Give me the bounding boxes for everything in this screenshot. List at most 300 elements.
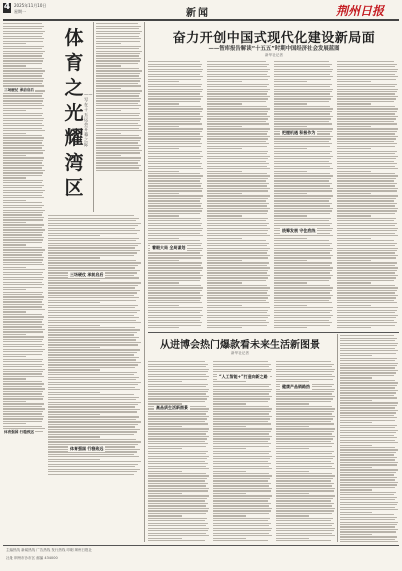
text-line <box>48 270 140 271</box>
text-line <box>148 228 203 229</box>
text-line <box>274 238 307 239</box>
text-line <box>148 198 201 199</box>
text-line <box>213 538 246 539</box>
text-line <box>213 406 269 407</box>
text-line <box>148 379 207 380</box>
text-line <box>48 220 136 221</box>
text-line <box>213 411 271 412</box>
text-line <box>48 384 138 385</box>
text-line <box>337 230 397 231</box>
text-line <box>274 260 307 261</box>
text-line <box>340 484 397 485</box>
text-line <box>276 416 335 417</box>
right-sidebar-col <box>340 334 399 542</box>
text-line <box>148 285 201 286</box>
text-line <box>207 156 270 157</box>
feature-title <box>64 26 84 201</box>
text-line <box>207 287 270 288</box>
text-line <box>3 38 44 39</box>
text-line <box>274 86 330 87</box>
footer-rule <box>3 545 399 546</box>
text-line <box>340 353 396 354</box>
text-line <box>337 168 398 169</box>
text-line <box>276 515 309 516</box>
body-text <box>48 214 142 475</box>
text-line <box>337 287 398 288</box>
text-line <box>213 426 246 427</box>
text-line <box>48 456 139 457</box>
text-line <box>148 401 205 402</box>
text-line <box>3 408 45 409</box>
text-line <box>207 188 270 189</box>
text-line <box>337 215 371 216</box>
text-line <box>148 393 206 394</box>
text-line <box>207 171 242 172</box>
text-line <box>274 163 332 164</box>
text-line <box>207 302 269 303</box>
text-line <box>3 53 43 54</box>
text-line <box>148 518 207 519</box>
text-line <box>337 297 396 298</box>
text-line <box>148 525 206 526</box>
text-line <box>213 503 271 504</box>
text-line <box>207 262 269 263</box>
text-line <box>207 305 242 306</box>
text-line <box>148 171 179 172</box>
text-line <box>207 101 266 102</box>
text-line <box>148 428 209 429</box>
text-line <box>274 178 331 179</box>
text-line <box>340 536 397 537</box>
text-line <box>340 402 398 403</box>
text-line <box>3 95 42 96</box>
text-line <box>340 509 398 510</box>
text-line <box>148 148 179 149</box>
text-line <box>96 28 139 29</box>
text-line <box>3 202 42 203</box>
text-line <box>213 458 270 459</box>
text-line <box>276 523 334 524</box>
text-line <box>276 510 334 511</box>
text-line <box>3 418 43 419</box>
text-line <box>48 315 134 316</box>
top-col-2 <box>207 60 271 330</box>
left-subhead-b: 体育强国 行稳致远 <box>4 430 35 434</box>
text-line <box>148 436 209 437</box>
page-number: 4 <box>3 2 11 12</box>
text-line <box>148 513 206 514</box>
text-line <box>337 173 395 174</box>
text-line <box>276 498 333 499</box>
text-line <box>3 65 26 66</box>
text-line <box>148 423 208 424</box>
text-line <box>274 180 329 181</box>
text-line <box>207 257 268 258</box>
text-line <box>48 267 135 268</box>
text-line <box>207 220 266 221</box>
text-line <box>337 312 395 313</box>
text-line <box>274 305 307 306</box>
text-line <box>148 262 202 263</box>
text-line <box>274 235 333 236</box>
text-line <box>207 128 270 129</box>
text-line <box>337 146 395 147</box>
text-line <box>48 235 100 236</box>
text-line <box>207 146 267 147</box>
text-line <box>148 493 182 494</box>
text-line <box>207 210 268 211</box>
text-line <box>148 287 203 288</box>
text-line <box>148 185 201 186</box>
text-line <box>274 96 333 97</box>
text-line <box>276 530 334 531</box>
text-line <box>340 519 395 520</box>
text-line <box>337 151 397 152</box>
text-line <box>3 115 42 116</box>
text-line <box>148 315 203 316</box>
text-line <box>337 285 395 286</box>
text-line <box>213 525 269 526</box>
text-line <box>276 463 334 464</box>
text-line <box>3 175 42 176</box>
text-line <box>48 238 139 239</box>
text-line <box>274 203 332 204</box>
text-line <box>148 302 202 303</box>
text-line <box>337 133 395 134</box>
top-article-title: 奋力开创中国式现代化建设新局面 <box>172 31 376 46</box>
text-line <box>207 200 266 201</box>
text-line <box>3 381 42 382</box>
text-line <box>207 225 267 226</box>
text-line <box>213 528 272 529</box>
text-line <box>276 426 309 427</box>
text-line <box>274 223 332 224</box>
text-line <box>48 402 141 403</box>
text-line <box>96 48 139 49</box>
text-line <box>148 540 205 541</box>
text-line <box>207 243 269 244</box>
text-line <box>274 297 331 298</box>
text-line <box>337 213 395 214</box>
text-line <box>213 483 271 484</box>
text-line <box>148 330 202 331</box>
text-line <box>274 287 333 288</box>
text-line <box>3 192 43 193</box>
text-line <box>207 292 267 293</box>
text-line <box>274 123 332 124</box>
text-line <box>276 364 334 365</box>
text-line <box>48 302 100 303</box>
text-line <box>213 453 269 454</box>
text-line <box>213 463 271 464</box>
text-line <box>96 120 140 121</box>
text-line <box>48 285 138 286</box>
text-line <box>213 443 271 444</box>
text-line <box>3 103 42 104</box>
text-line <box>3 391 43 392</box>
text-line <box>337 240 394 241</box>
text-line <box>96 33 140 34</box>
text-line <box>96 103 138 104</box>
text-line <box>213 423 271 424</box>
text-line <box>148 91 202 92</box>
text-line <box>207 248 270 249</box>
text-line <box>340 338 397 339</box>
text-line <box>48 247 135 248</box>
text-line <box>207 240 266 241</box>
issue-date: 2025年11月10日 <box>14 3 47 8</box>
text-line <box>3 306 42 307</box>
text-line <box>340 504 397 505</box>
text-line <box>3 55 42 56</box>
text-line <box>3 301 42 302</box>
text-line <box>207 205 267 206</box>
text-line <box>3 170 45 171</box>
text-line <box>48 416 139 417</box>
text-line <box>48 394 134 395</box>
text-line <box>3 371 43 372</box>
text-line <box>3 165 44 166</box>
text-line <box>3 254 42 255</box>
text-line <box>148 200 200 201</box>
footer-line-2: 社址 荆州市沙市区 邮编 434000 <box>6 556 58 560</box>
text-line <box>213 498 270 499</box>
text-line <box>96 36 139 37</box>
text-line <box>213 386 269 387</box>
text-line <box>148 461 205 462</box>
text-line <box>276 480 331 481</box>
text-line <box>148 265 201 266</box>
text-line <box>274 156 333 157</box>
text-line <box>207 223 269 224</box>
text-line <box>207 153 267 154</box>
text-line <box>207 208 270 209</box>
text-line <box>48 474 134 475</box>
text-line <box>3 152 43 153</box>
text-line <box>274 310 332 311</box>
text-line <box>276 483 334 484</box>
text-line <box>276 371 334 372</box>
text-line <box>48 471 137 472</box>
text-line <box>340 499 395 500</box>
text-line <box>3 287 42 288</box>
text-line <box>274 205 330 206</box>
body-text <box>274 60 334 330</box>
text-line <box>276 466 332 467</box>
text-line <box>276 471 309 472</box>
text-line <box>48 307 135 308</box>
text-line <box>340 502 398 503</box>
text-line <box>207 282 242 283</box>
text-line <box>96 170 142 171</box>
text-line <box>274 143 332 144</box>
text-line <box>213 381 246 382</box>
mid-subhead-3: 健康产品销路热 <box>282 384 310 389</box>
text-line <box>48 280 100 281</box>
text-line <box>48 325 100 326</box>
text-line <box>148 180 200 181</box>
text-line <box>276 478 333 479</box>
mid-col-3 <box>276 360 336 542</box>
text-line <box>3 157 44 158</box>
text-line <box>337 163 397 164</box>
text-line <box>274 190 332 191</box>
text-line <box>276 538 309 539</box>
text-line <box>213 389 272 390</box>
text-line <box>337 208 398 209</box>
text-line <box>207 86 267 87</box>
text-line <box>3 142 42 143</box>
text-line <box>3 354 42 355</box>
text-line <box>148 173 200 174</box>
text-line <box>337 81 371 82</box>
text-line <box>3 349 45 350</box>
text-line <box>340 445 372 446</box>
mid-article-title: 从进博会热门爆款看未来生活新图景 <box>160 340 320 351</box>
text-line <box>148 69 203 70</box>
text-line <box>48 337 139 338</box>
text-line <box>3 309 45 310</box>
text-line <box>207 228 270 229</box>
text-line <box>340 407 395 408</box>
text-line <box>274 208 333 209</box>
text-line <box>207 118 268 119</box>
text-line <box>48 349 140 350</box>
text-line <box>3 339 43 340</box>
text-line <box>207 330 268 331</box>
text-line <box>274 302 332 303</box>
text-line <box>48 357 139 358</box>
text-line <box>96 53 140 54</box>
text-line <box>274 69 333 70</box>
text-line <box>3 137 44 138</box>
text-line <box>3 197 44 198</box>
right-sidebar-divider <box>337 334 338 542</box>
text-line <box>213 391 271 392</box>
text-line <box>148 431 208 432</box>
text-line <box>207 195 270 196</box>
text-line <box>337 61 394 62</box>
text-line <box>340 420 395 421</box>
text-line <box>48 404 138 405</box>
text-line <box>207 76 270 77</box>
text-line <box>148 178 201 179</box>
text-line <box>148 74 200 75</box>
text-line <box>337 245 395 246</box>
text-line <box>3 63 42 64</box>
text-line <box>48 434 134 435</box>
text-line <box>274 272 330 273</box>
text-line <box>207 310 268 311</box>
text-line <box>274 126 307 127</box>
text-line <box>274 93 330 94</box>
text-line <box>207 126 242 127</box>
text-line <box>340 482 398 483</box>
text-line <box>213 473 269 474</box>
text-line <box>3 401 26 402</box>
text-line <box>207 138 268 139</box>
text-line <box>207 325 267 326</box>
text-line <box>340 350 398 351</box>
feature-divider <box>144 22 145 542</box>
text-line <box>276 406 332 407</box>
text-line <box>3 190 45 191</box>
body-text <box>148 360 210 542</box>
text-line <box>148 233 200 234</box>
text-line <box>3 239 43 240</box>
text-line <box>148 317 201 318</box>
text-line <box>3 36 42 37</box>
text-line <box>148 213 200 214</box>
text-line <box>3 167 42 168</box>
text-line <box>274 300 329 301</box>
text-line <box>337 183 397 184</box>
text-line <box>274 64 332 65</box>
text-line <box>3 110 26 111</box>
text-line <box>3 210 45 211</box>
text-line <box>213 438 270 439</box>
text-line <box>207 74 267 75</box>
text-line <box>276 396 335 397</box>
text-line <box>340 348 395 349</box>
text-line <box>274 121 329 122</box>
text-line <box>274 275 333 276</box>
text-line <box>274 262 332 263</box>
text-line <box>213 478 270 479</box>
text-line <box>48 215 134 216</box>
text-line <box>274 330 332 331</box>
text-line <box>337 220 394 221</box>
text-line <box>3 393 42 394</box>
text-line <box>213 513 269 514</box>
text-line <box>274 295 333 296</box>
text-line <box>48 347 100 348</box>
text-line <box>340 355 372 356</box>
text-line <box>148 141 200 142</box>
text-line <box>337 116 398 117</box>
text-line <box>274 118 331 119</box>
text-line <box>3 185 44 186</box>
text-line <box>3 272 43 273</box>
text-line <box>276 436 335 437</box>
text-line <box>148 292 200 293</box>
text-line <box>3 234 42 235</box>
text-line <box>213 431 271 432</box>
text-line <box>96 135 139 136</box>
text-line <box>148 300 200 301</box>
text-line <box>48 441 141 442</box>
text-line <box>337 66 395 67</box>
text-line <box>276 366 332 367</box>
text-line <box>207 103 242 104</box>
text-line <box>207 96 270 97</box>
text-line <box>337 188 398 189</box>
text-line <box>48 379 136 380</box>
text-line <box>207 168 270 169</box>
text-line <box>48 342 141 343</box>
text-line <box>48 339 136 340</box>
text-line <box>340 367 395 368</box>
text-line <box>148 153 200 154</box>
text-line <box>276 518 333 519</box>
text-line <box>148 411 208 412</box>
text-line <box>48 305 138 306</box>
text-line <box>148 220 200 221</box>
text-line <box>3 26 44 27</box>
text-line <box>3 23 42 24</box>
text-line <box>148 523 208 524</box>
text-line <box>148 490 208 491</box>
